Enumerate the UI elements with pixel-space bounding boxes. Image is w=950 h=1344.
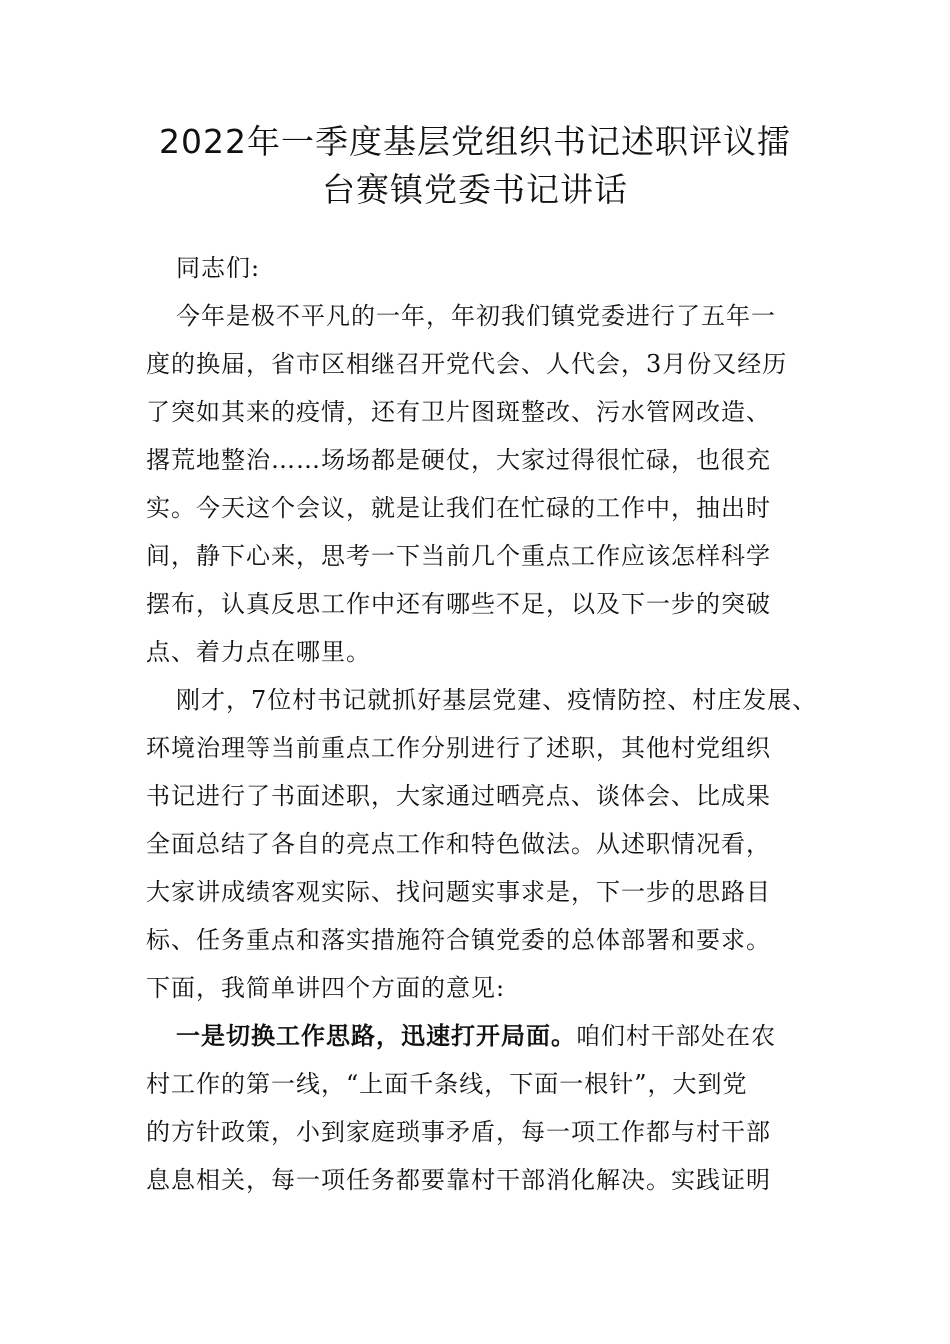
paragraph-line: 下面，我简单讲四个方面的意见: [146, 974, 506, 1002]
paragraph-line: 村工作的第一线，“上面千条线，下面一根针”，大到党 [146, 1070, 748, 1098]
paragraph-line: 实。今天这个会议，就是让我们在忙碌的工作中，抽出时 [146, 494, 771, 522]
paragraph-line: 标、任务重点和落实措施符合镇党委的总体部署和要求。 [146, 926, 771, 954]
paragraph-line: 间，静下心来，思考一下当前几个重点工作应该怎样科学 [146, 542, 771, 570]
paragraph-text: 咱们村干部处在农 [576, 1022, 776, 1050]
title-line-1: 2022年一季度基层党组织书记述职评议擂 [159, 122, 791, 161]
paragraph-line: 息息相关，每一项任务都要靠村干部消化解决。实践证明 [146, 1166, 771, 1194]
paragraph-line: 大家讲成绩客观实际、找问题实事求是，下一步的思路目 [146, 878, 771, 906]
title-line-2: 台赛镇党委书记讲话 [322, 170, 628, 209]
paragraph-line: 度的换届，省市区相继召开党代会、人代会，3月份又经历 [146, 350, 788, 378]
paragraph-2 [146, 676, 826, 1012]
document-body [146, 244, 826, 1204]
section-heading: 一是切换工作思路，迅速打开局面。 [176, 1021, 576, 1050]
paragraph-line: 刚才，7位村书记就抓好基层党建、疫情防控、村庄发展、 [176, 686, 818, 714]
paragraph-line: 撂荒地整治……场场都是硬仗，大家过得很忙碌，也很充 [146, 446, 771, 474]
paragraph-line: 环境治理等当前重点工作分别进行了述职，其他村党组织 [146, 734, 771, 762]
paragraph-3 [146, 1012, 826, 1204]
paragraph-line [146, 1012, 826, 1060]
paragraph-line: 全面总结了各自的亮点工作和特色做法。从述职情况看， [146, 830, 771, 858]
paragraph-line: 今年是极不平凡的一年，年初我们镇党委进行了五年一 [176, 302, 776, 330]
paragraph-line: 书记进行了书面述职，大家通过晒亮点、谈体会、比成果 [146, 782, 771, 810]
paragraph-line: 的方针政策，小到家庭琐事矛盾，每一项工作都与村干部 [146, 1118, 771, 1146]
paragraph-line: 了突如其来的疫情，还有卫片图斑整改、污水管网改造、 [146, 398, 771, 426]
document-title [120, 118, 830, 214]
paragraph-1 [146, 292, 826, 676]
paragraph-line: 点、着力点在哪里。 [146, 638, 371, 666]
paragraph-line: 摆布，认真反思工作中还有哪些不足，以及下一步的突破 [146, 590, 771, 618]
salutation: 同志们: [176, 254, 261, 282]
